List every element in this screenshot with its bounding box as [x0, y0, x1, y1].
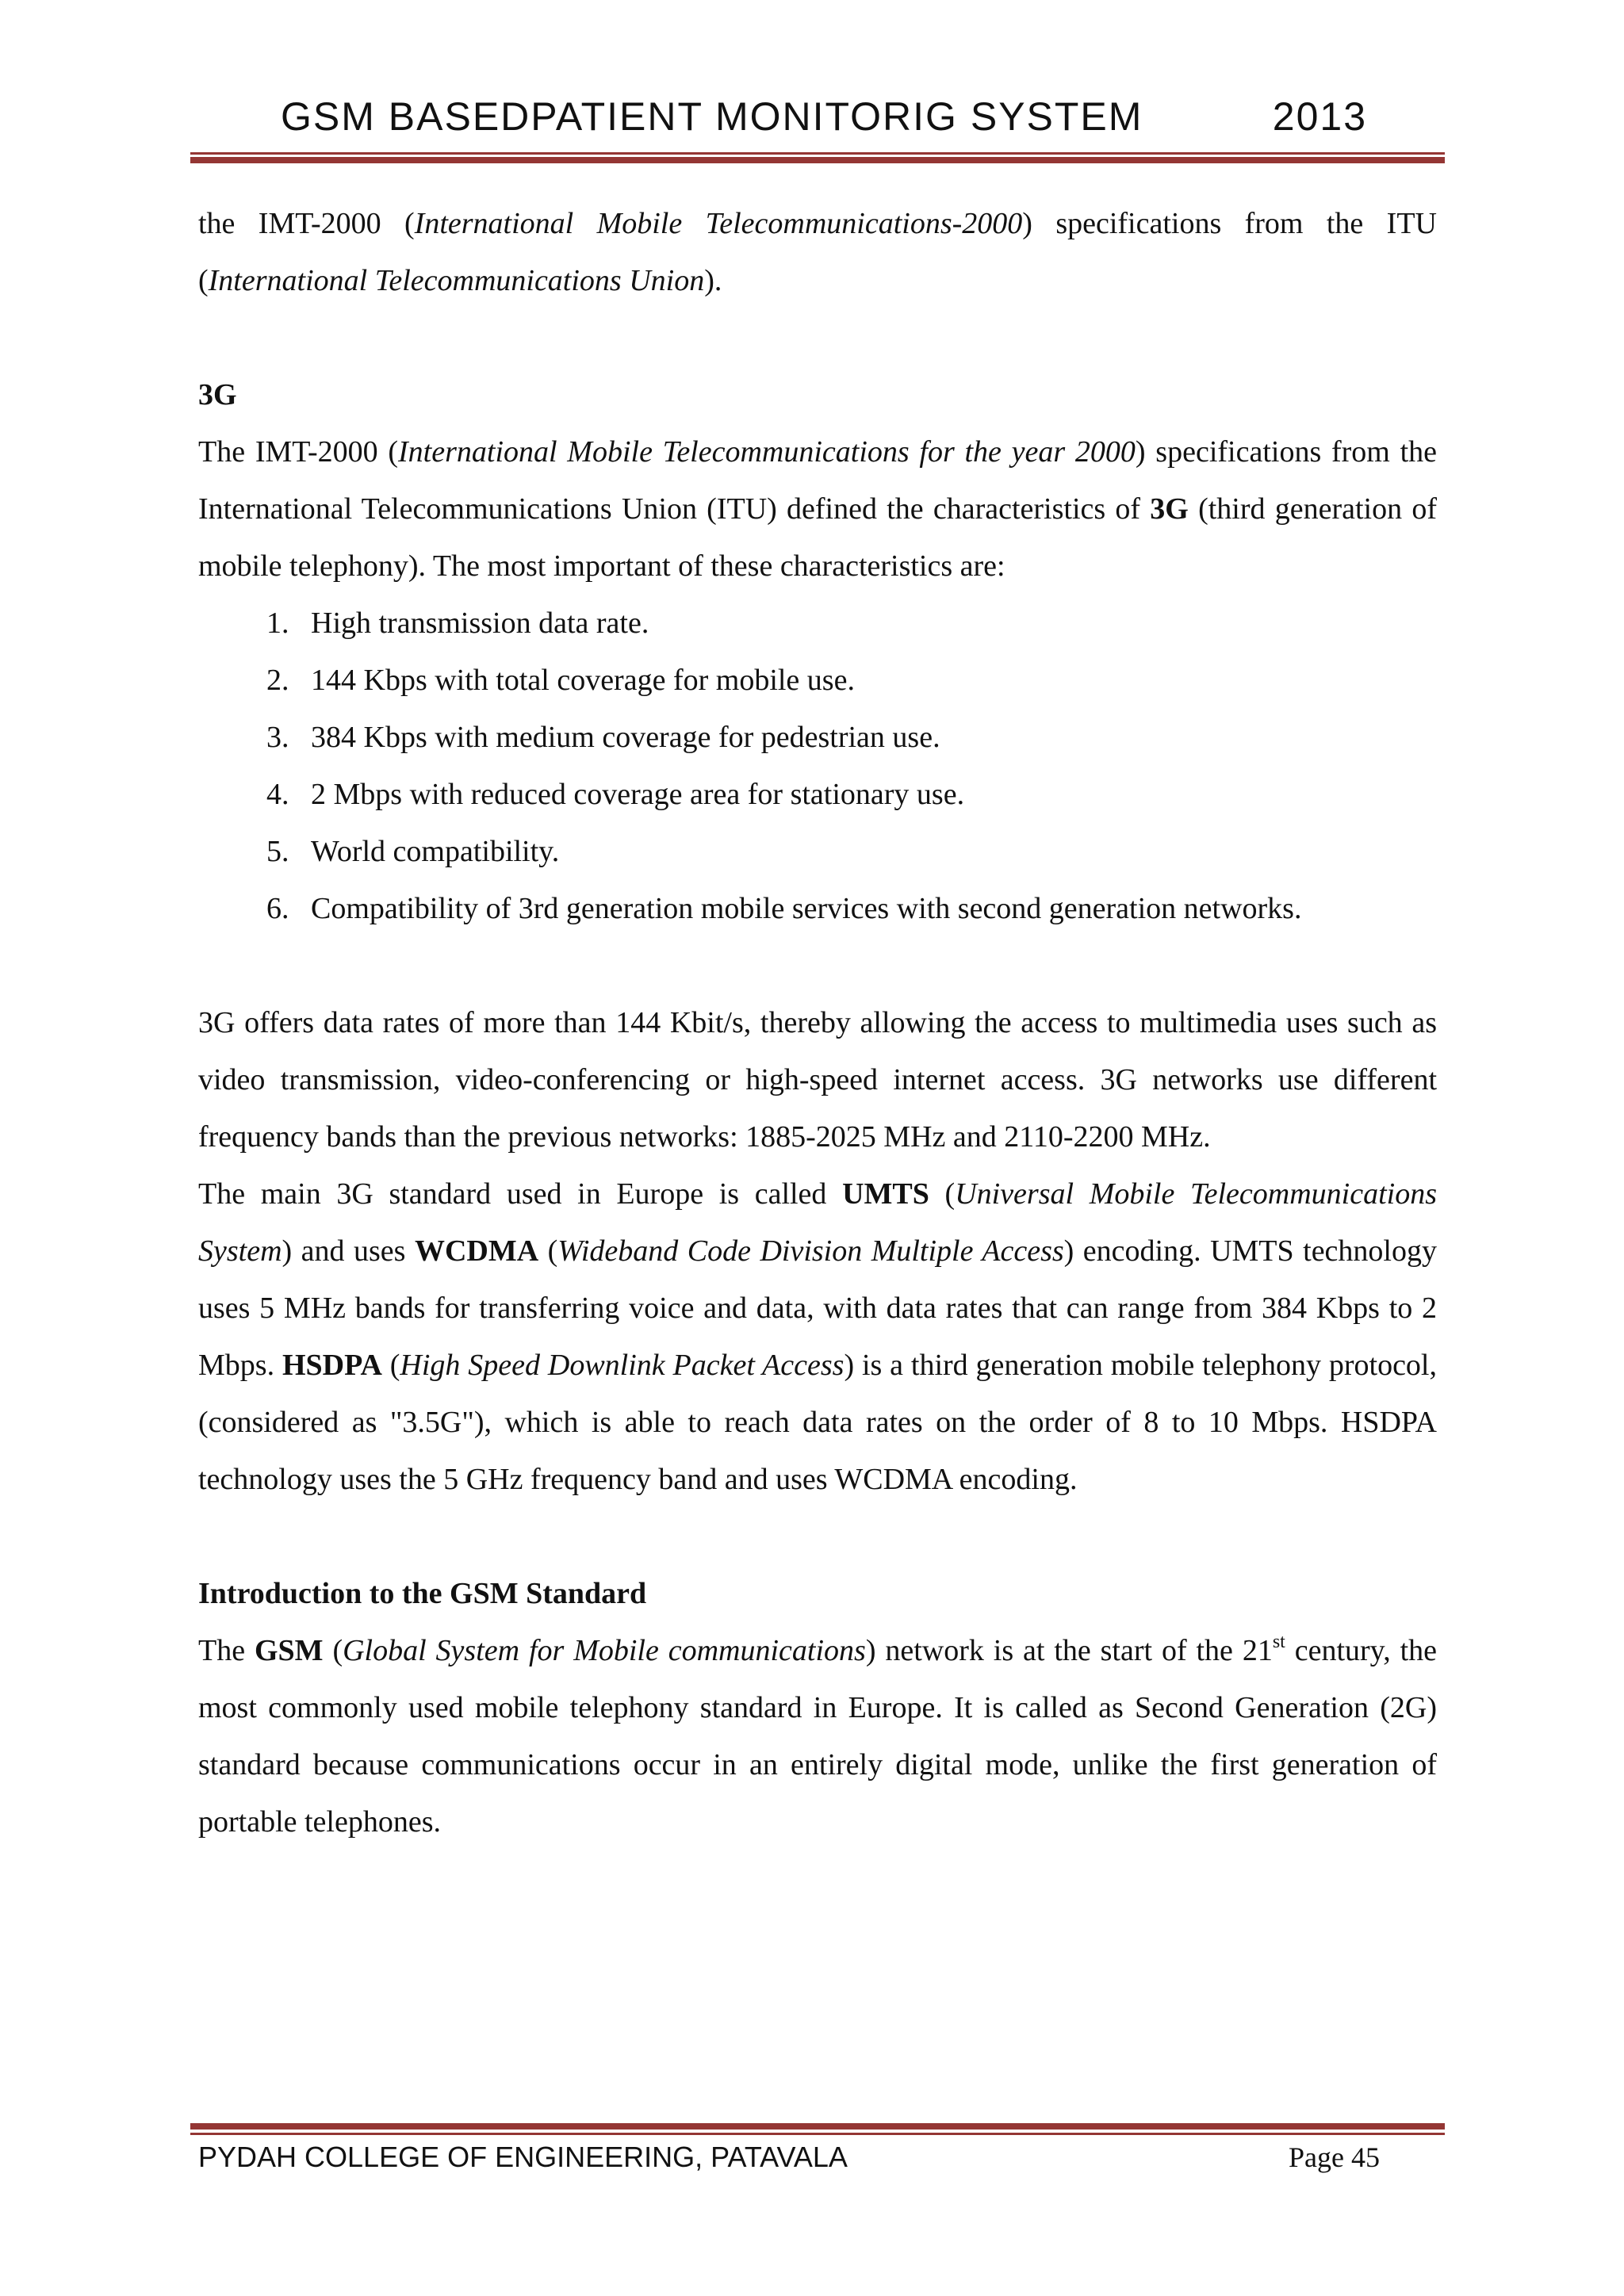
spacer	[198, 937, 1437, 994]
heading-3g: 3G	[198, 378, 237, 411]
footer-rule-thick	[190, 2123, 1445, 2130]
spacer	[198, 1508, 1437, 1565]
page-header	[198, 94, 1445, 140]
header-rule-thin	[190, 152, 1445, 155]
list-item: 2. 144 Kbps with total coverage for mobile use.	[297, 652, 1437, 709]
spacer	[198, 309, 1437, 366]
page-content	[198, 195, 1437, 1850]
paragraph-3g-rates: 3G offers data rates of more than 144 Kbit/s, thereby allowing the access to multimedia uses such as video transmission, video-conferencing or high-speed internet access. 3G networks use different frequency bands than the previous networks: 1885-2025 MHz and 2110-2200 MHz.	[198, 1006, 1437, 1154]
paragraph-gsm-intro: The GSM (Global System for Mobile communications) network is at the start of the 21st century, the most commonly used mobile telephony standard in Europe. It is called as Second Generation (2G) standard because communications occur in an entirely digital mode, unlike the first generation of portable telephones.	[198, 1632, 1438, 1839]
paragraph-3g-intro: The IMT-2000 (International Mobile Telecommunications for the year 2000) specifications from the International Telecommunications Union (ITU) defined the characteristics of 3G (third generation of mobile telephony). The most important of these characteristics are:	[198, 435, 1437, 583]
list-item: 5. World compatibility.	[297, 823, 1437, 880]
list-item: 3. 384 Kbps with medium coverage for pedestrian use.	[297, 709, 1437, 766]
footer-rule-thin	[190, 2133, 1445, 2135]
page-number: Page 45	[1289, 2141, 1380, 2173]
list-item: 4. 2 Mbps with reduced coverage area for stationary use.	[297, 766, 1437, 823]
characteristics-list	[198, 595, 1437, 937]
footer-college: PYDAH COLLEGE OF ENGINEERING, PATAVALA	[198, 2141, 848, 2173]
header-year: 2013	[1272, 94, 1367, 139]
intro-paragraph: the IMT-2000 (International Mobile Telecommunications-2000) specifications from the ITU (International Telecommunications Union).	[198, 207, 1437, 297]
list-item: 6. Compatibility of 3rd generation mobile services with second generation networks.	[297, 880, 1437, 937]
header-title: GSM BASEDPATIENT MONITORIG SYSTEM	[281, 94, 1143, 139]
heading-gsm: Introduction to the GSM Standard	[198, 1577, 647, 1610]
header-rule-thick	[190, 157, 1445, 163]
list-item: 1. High transmission data rate.	[297, 595, 1437, 652]
page-footer	[198, 2141, 1380, 2174]
paragraph-3g-umts: The main 3G standard used in Europe is called UMTS (Universal Mobile Telecommunications System) and uses WCDMA (Wideband Code Division Multiple Access) encoding. UMTS technology uses 5 MHz bands for transferring voice and data, with data rates that can range from 384 Kbps to 2 Mbps. HSDPA (High Speed Downlink Packet Access) is a third generation mobile telephony protocol, (considered as "3.5G"), which is able to reach data rates on the order of 8 to 10 Mbps. HSDPA technology uses the 5 GHz frequency band and uses WCDMA encoding.	[198, 1177, 1437, 1496]
